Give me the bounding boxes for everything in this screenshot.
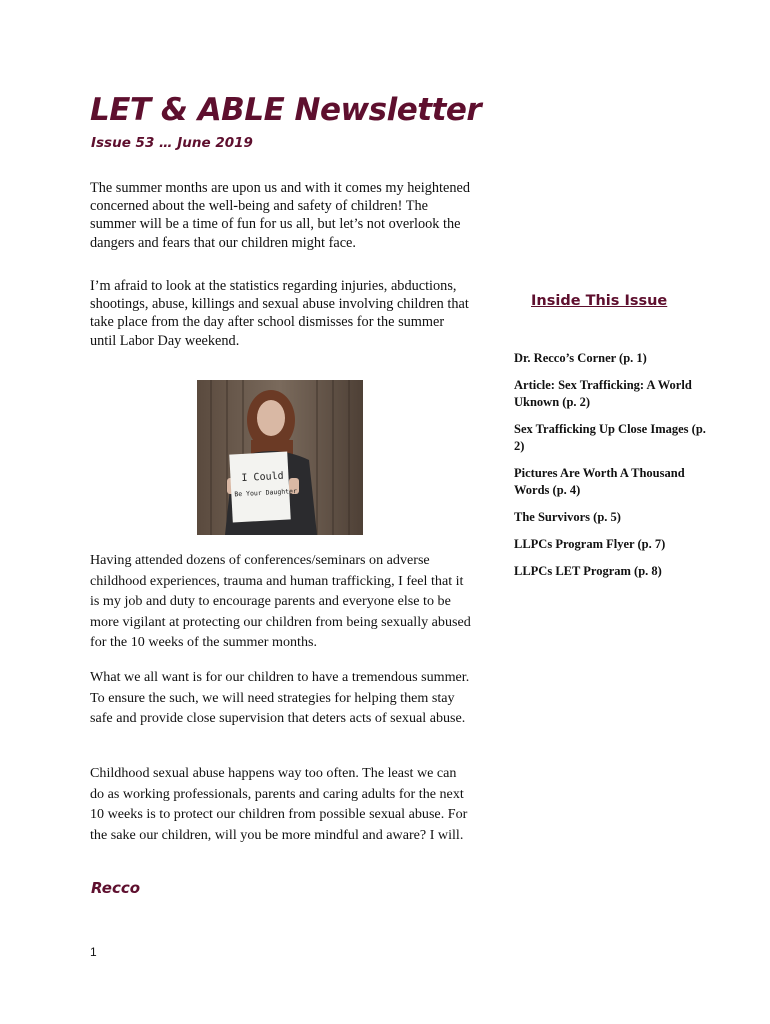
photo-illustration bbox=[197, 380, 363, 535]
issue-line: Issue 53 … June 2019 bbox=[91, 135, 253, 151]
photo-sign-line1: I Could bbox=[241, 470, 284, 484]
photo-sign-line2: Be Your Daughter bbox=[234, 487, 298, 499]
table-of-contents bbox=[514, 350, 714, 590]
toc-item: Pictures Are Worth A Thousand Words (p. 4) bbox=[514, 466, 685, 497]
girl-holding-sign-photo bbox=[197, 380, 363, 535]
article-paragraph-2: I’m afraid to look at the statistics regarding injuries, abductions, shootings, abuse, killings and sexual abuse involving children that take place from the day after school dismisses for the summer until Labor Day weekend. bbox=[90, 278, 469, 349]
toc-item: Article: Sex Trafficking: A World Uknown (p. 2) bbox=[514, 378, 692, 409]
inside-this-issue-heading: Inside This Issue bbox=[531, 293, 668, 309]
newsletter-title: LET & ABLE Newsletter bbox=[90, 92, 482, 128]
article-paragraph-3: Having attended dozens of conferences/seminars on adverse childhood experiences, trauma and human trafficking, I feel that it is my job and duty to encourage parents and everyone else to be more vigilant at protecting our children from being sexually abused for the 10 weeks of the summer months. bbox=[90, 552, 471, 650]
article-paragraph-4: What we all want is for our children to have a tremendous summer. To ensure the such, we will need strategies for helping them stay safe and provide close supervision that deters acts of sexual abuse. bbox=[90, 669, 470, 726]
article-paragraph-1: The summer months are upon us and with it comes my heightened concerned about the well-being and safety of children! The summer will be a time of fun for us all, but let’s not overlook the dangers and fears that our children might face. bbox=[90, 180, 470, 251]
toc-item: Sex Trafficking Up Close Images (p. 2) bbox=[514, 422, 706, 453]
toc-item: Dr. Recco’s Corner (p. 1) bbox=[514, 351, 647, 365]
article-paragraph-5: Childhood sexual abuse happens way too often. The least we can do as working professionals, parents and caring adults for the next 10 weeks is to protect our children from possible sexual abuse. For the sake our children, will you be more mindful and aware? I will. bbox=[90, 765, 468, 843]
page-number: 1 bbox=[90, 945, 97, 959]
toc-item: LLPCs LET Program (p. 8) bbox=[514, 564, 662, 578]
toc-item: The Survivors (p. 5) bbox=[514, 510, 621, 524]
toc-item: LLPCs Program Flyer (p. 7) bbox=[514, 537, 666, 551]
signature: Recco bbox=[91, 879, 141, 897]
